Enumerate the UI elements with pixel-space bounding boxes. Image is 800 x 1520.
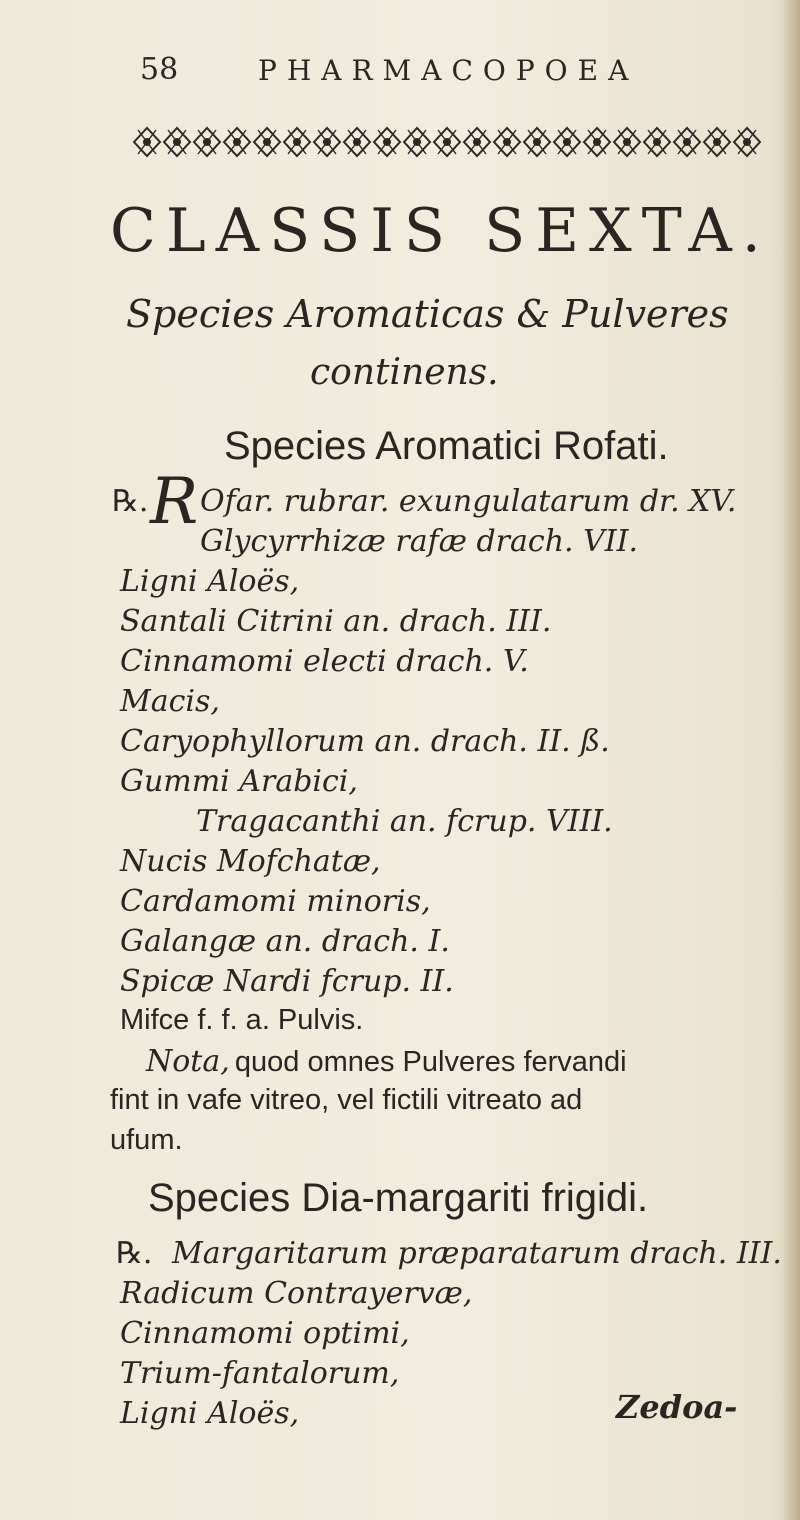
ingredient-line: Margaritarum præparatarum drach. III. bbox=[172, 1236, 782, 1271]
ingredient-line: Ligni Aloës, bbox=[120, 1396, 300, 1431]
section-heading-1: Species Aromatici Rofati. bbox=[224, 424, 669, 468]
nota-line-2: fint in vafe vitreo, vel fictili vitreato ad bbox=[110, 1084, 583, 1116]
page-edge-shadow bbox=[782, 0, 800, 1520]
catchword: Zedoa- bbox=[616, 1388, 738, 1426]
ingredient-line: Ligni Aloës, bbox=[120, 564, 300, 599]
ingredient-line: Cinnamomi optimi, bbox=[120, 1316, 410, 1351]
ornament-band bbox=[132, 124, 762, 160]
page-number: 58 bbox=[140, 52, 179, 87]
ingredient-line: Tragacanthi an. fcrup. VIII. bbox=[196, 804, 613, 839]
nota-line-3: ufum. bbox=[110, 1124, 183, 1156]
ingredient-line: Cardamomi minoris, bbox=[120, 884, 431, 919]
ingredient-line: Ofar. rubrar. exungulatarum dr. XV. bbox=[200, 484, 737, 519]
ingredient-line: Galangæ an. drach. I. bbox=[120, 924, 450, 959]
recipe-symbol: ℞. bbox=[112, 484, 149, 519]
ingredient-line: Gummi Arabici, bbox=[120, 764, 358, 799]
misce-instruction: Mifce f. f. a. Pulvis. bbox=[120, 1004, 364, 1036]
recipe-symbol: ℞. bbox=[116, 1236, 153, 1271]
nota-line-1 bbox=[146, 1044, 627, 1079]
drop-cap: R bbox=[150, 465, 199, 539]
ingredient-line: Spicæ Nardi fcrup. II. bbox=[120, 964, 454, 999]
ingredient-line: Caryophyllorum an. drach. II. ß. bbox=[120, 724, 610, 759]
ingredient-line: Macis, bbox=[120, 684, 220, 719]
ingredient-line: Nucis Mofchatæ, bbox=[120, 844, 381, 879]
ingredient-line: Santali Citrini an. drach. III. bbox=[120, 604, 552, 639]
subtitle-line-2: continens. bbox=[310, 352, 499, 393]
subtitle-line-1: Species Aromaticas & Pulveres bbox=[126, 292, 729, 336]
section-heading-2: Species Dia-margariti frigidi. bbox=[148, 1176, 649, 1220]
nota-text: quod omnes Pulveres fervandi bbox=[234, 1046, 627, 1078]
ingredient-line: Trium-fantalorum, bbox=[120, 1356, 400, 1391]
ingredient-line: Glycyrrhizæ rafæ drach. VII. bbox=[200, 524, 638, 559]
ingredient-line: Radicum Contrayervæ, bbox=[120, 1276, 473, 1311]
ingredient-line: Cinnamomi electi drach. V. bbox=[120, 644, 529, 679]
nota-label: Nota, bbox=[146, 1044, 230, 1079]
class-title: CLASSIS SEXTA. bbox=[110, 196, 771, 266]
page-header bbox=[140, 52, 700, 100]
ornament-band-icon bbox=[132, 124, 762, 160]
running-title: PHARMACOPOEA bbox=[258, 54, 639, 87]
